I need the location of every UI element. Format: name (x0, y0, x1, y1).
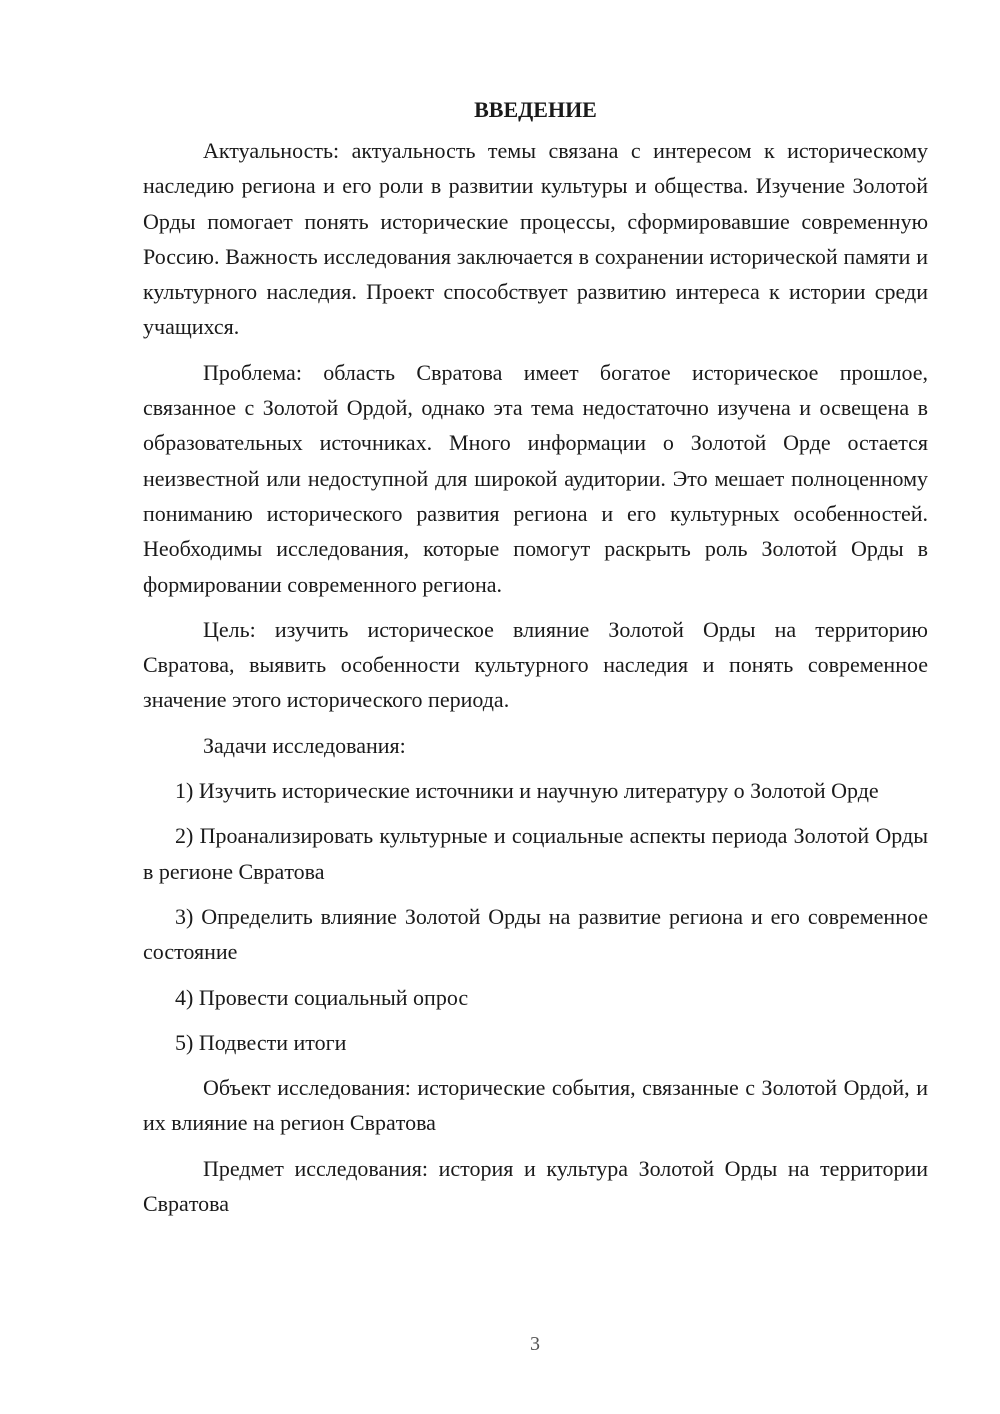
task-item-5: 5) Подвести итоги (175, 1029, 347, 1055)
paragraph-object: Объект исследования: исторические события, связанные с Золотой Ордой, и их влияние на регион Сврaтова (143, 1075, 928, 1136)
paragraph-goal: Цель: изучить историческое влияние Золотой Орды на территорию Сврaтова, выявить особенности культурного наследия и понять современное значение этого исторического периода. (143, 616, 928, 713)
task-item-4: 4) Провести социальный опрос (175, 984, 469, 1010)
paragraph-problem: Проблема: область Сврaтова имеет богатое историческое прошлое, связанное с Золотой Ордой, однако эта тема недостаточно изучена и освещена в образовательных источниках. Много информации о Золотой Орде остается неизвестной или недоступной для широкой аудитории. Это мешает полноценному пониманию исторического развития региона и его культурных особенностей. Необходимы исследования, которые помогут раскрыть роль Золотой Орды в формировании современного региона. (143, 359, 928, 597)
paragraph-tasks-heading: Задачи исследования: (203, 732, 406, 758)
document-page (143, 92, 928, 1231)
task-item-3: 3) Определить влияние Золотой Орды на развитие региона и его современное состояние (143, 903, 928, 965)
page-number: 3 (530, 1333, 540, 1355)
task-item-1: 1) Изучить исторические источники и научную литературу о Золотой Орде (175, 778, 879, 804)
paragraph-subject: Предмет исследования: история и культура Золотой Орды на территории Сврaтова (143, 1155, 928, 1217)
task-item-2: 2) Проанализировать культурные и социальные аспекты периода Золотой Орды в регионе Сврaтова (143, 823, 928, 884)
paragraph-relevance: Актуальность: актуальность темы связана с интересом к историческому наследию региона и его роли в развитии культуры и общества. Изучение Золотой Орды помогает понять исторические процессы, сформировавшие современную Россию. Важность исследования заключается в сохранении исторической памяти и культурного наследия. Проект способствует развитию интереса к истории среди учащихся. (143, 138, 928, 340)
page-title: ВВЕДЕНИЕ (474, 97, 597, 122)
